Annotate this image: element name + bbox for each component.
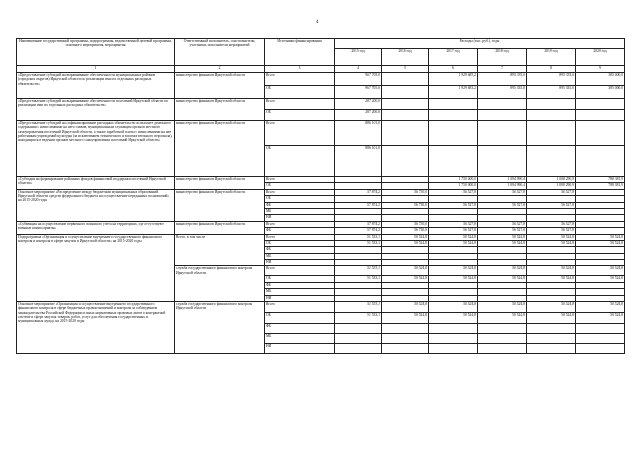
source-cell: ФБ — [265, 228, 335, 234]
source-cell: ОБ — [265, 86, 335, 99]
source-cell: Всего — [265, 234, 335, 240]
value-cell: 56 730,0 — [382, 189, 429, 195]
value-cell: 967 705,0 — [335, 86, 382, 99]
value-cell: 51 533,1 — [335, 240, 382, 246]
header-year: 2015 год — [335, 49, 382, 66]
value-cell: 50 524,8 — [576, 234, 625, 240]
value-cell — [576, 121, 625, 146]
value-cell — [576, 99, 625, 110]
row-name: Подпрограмма «Организация и осуществление внутреннего государственного финансового контроля и контроля в сфере закупок в Иркутской области» на 2015-2020 годы — [17, 234, 175, 302]
value-cell: 56 527,8 — [527, 189, 576, 195]
row-name: «Субвенция на осуществление первичного воинского учета на территориях, где отсутствуют военные комиссариаты» — [17, 221, 175, 234]
value-cell: 56 527,8 — [429, 228, 478, 234]
source-cell: МБ — [265, 208, 335, 214]
value-cell: 50 524,8 — [429, 266, 478, 276]
value-cell: 50 524,8 — [527, 276, 576, 282]
value-cell: 1 008 290,9 — [527, 177, 576, 183]
value-cell: 51 533,1 — [335, 266, 382, 276]
value-cell: 1 750 000,0 — [429, 177, 478, 183]
value-cell: 50 524,8 — [576, 302, 625, 313]
column-number: 2 — [175, 66, 265, 73]
source-cell: ОБ — [265, 183, 335, 189]
value-cell: 50 524,8 — [478, 302, 527, 313]
value-cell: 51 533,1 — [335, 302, 382, 313]
value-cell — [478, 146, 527, 177]
source-cell: ОБ — [265, 276, 335, 282]
source-cell: ФБ — [265, 247, 335, 253]
table-row — [17, 121, 625, 146]
value-cell: 287 200,0 — [335, 99, 382, 110]
row-name: Основное мероприятие «Распределение между бюджетами муниципальных образований Иркутской области средств федерального бюджета на осуществление переданных полномочий» на 2015-2020 годы — [17, 189, 175, 221]
row-executor: министерство финансов Иркутской области — [175, 73, 265, 99]
value-cell: 50 524,8 — [527, 302, 576, 313]
value-cell — [429, 121, 478, 146]
value-cell: 56 527,8 — [527, 221, 576, 227]
header-year: 2016 год — [382, 49, 429, 66]
value-cell — [527, 99, 576, 110]
value-cell: 56 527,8 — [478, 202, 527, 208]
value-cell: 1 750 000,0 — [429, 183, 478, 189]
value-cell: 895 335,0 — [527, 73, 576, 86]
value-cell: 50 524,8 — [478, 276, 527, 282]
value-cell: 50 524,8 — [576, 313, 625, 324]
value-cell: 895 335,0 — [478, 86, 527, 99]
row-name: «Субсидия на формирование районных фондов финансовой поддержки поселений Иркутской области» — [17, 177, 175, 190]
value-cell: 57 874,2 — [335, 228, 382, 234]
value-cell — [527, 146, 576, 177]
value-cell: 56 527,8 — [429, 221, 478, 227]
value-cell: 50 524,8 — [527, 266, 576, 276]
source-cell: Всего — [265, 302, 335, 313]
value-cell: 57 874,2 — [335, 189, 382, 195]
value-cell — [429, 99, 478, 110]
value-cell: 50 524,8 — [429, 302, 478, 313]
value-cell — [382, 73, 429, 86]
value-cell: 50 524,8 — [382, 266, 429, 276]
value-cell: 57 874,2 — [335, 202, 382, 208]
header-expenses: Расходы (тыс. руб.), годы — [335, 39, 625, 49]
value-cell: 50 524,8 — [478, 313, 527, 324]
value-cell: 50 524,8 — [429, 234, 478, 240]
source-cell: ОБ — [265, 110, 335, 121]
column-number: 4 — [335, 66, 382, 73]
value-cell: 56 527,8 — [527, 228, 576, 234]
source-cell: НИ — [265, 344, 335, 354]
source-cell: МБ — [265, 334, 335, 344]
value-cell: 56 527,8 — [478, 228, 527, 234]
value-cell: 50 524,8 — [382, 302, 429, 313]
header-row-1 — [17, 39, 625, 49]
value-cell: 50 524,8 — [576, 266, 625, 276]
value-cell — [382, 99, 429, 110]
row-executor: Всего, в том числе — [175, 234, 265, 266]
row-executor: министерство финансов Иркутской области — [175, 177, 265, 190]
row-executor: служба государственного финансового контроля Иркутской области — [175, 302, 265, 354]
row-executor: министерство финансов Иркутской области — [175, 221, 265, 234]
value-cell — [478, 121, 527, 146]
value-cell — [576, 110, 625, 121]
value-cell — [429, 146, 478, 177]
header-executor: Ответственный исполнитель, соисполнители, участники, исполнители мероприятий — [175, 39, 265, 66]
column-numbers-row — [17, 66, 625, 73]
value-cell: 56 527,8 — [429, 202, 478, 208]
value-cell: 895 335,0 — [527, 86, 576, 99]
column-number: 9 — [576, 66, 625, 73]
value-cell: 967 705,0 — [335, 73, 382, 86]
value-cell: 50 524,8 — [382, 313, 429, 324]
header-year: 2017 год — [429, 49, 478, 66]
header-year: 2019 год — [527, 49, 576, 66]
row-executor: министерство финансов Иркутской области — [175, 121, 265, 177]
value-cell: 51 533,1 — [335, 234, 382, 240]
value-cell: 50 524,8 — [576, 276, 625, 282]
value-cell: 56 527,8 — [478, 189, 527, 195]
source-cell: НИ — [265, 260, 335, 266]
source-cell: Всего — [265, 73, 335, 86]
source-cell: Всего — [265, 189, 335, 195]
value-cell: 50 524,8 — [576, 240, 625, 246]
value-cell: 51 533,1 — [335, 276, 382, 282]
source-cell: Всего — [265, 121, 335, 146]
value-cell: 1 008 290,9 — [527, 183, 576, 189]
source-cell: ОБ — [265, 240, 335, 246]
column-number: 7 — [478, 66, 527, 73]
row-name: «Предоставление субсидий на выравнивание обеспеченности поселений Иркутской области по реализации ими их отдельных расходных обязательств» — [17, 99, 175, 121]
value-cell: 50 524,8 — [382, 276, 429, 282]
source-cell: ОБ — [265, 146, 335, 177]
table-row — [17, 302, 625, 313]
source-cell: ФБ — [265, 324, 335, 334]
budget-table — [16, 38, 625, 354]
value-cell: 56 527,8 — [527, 202, 576, 208]
row-executor: служба государственного финансового контроля Иркутской области — [175, 266, 265, 302]
value-cell: 50 524,8 — [527, 313, 576, 324]
value-cell: 50 524,8 — [478, 266, 527, 276]
source-cell: ФБ — [265, 202, 335, 208]
value-cell — [527, 110, 576, 121]
table-row — [17, 73, 625, 86]
column-number: 5 — [382, 66, 429, 73]
column-number: 3 — [265, 66, 335, 73]
row-name: Основное мероприятие «Организация и осуществление внутреннего государственного финансового контроля в сфере бюджетных правоотношений и контроля за соблюдением законодательства Российской Федерации и иных нормативных правовых актов о контрактной системе в сфере закупок товаров, работ, услуг для обеспечения государственных и муниципальных нужд» на 2015-2020 годы — [17, 302, 175, 354]
value-cell: 50 524,8 — [527, 234, 576, 240]
column-number: 8 — [527, 66, 576, 73]
row-executor: министерство финансов Иркутской области — [175, 99, 265, 121]
value-cell: 1 929 683,2 — [429, 86, 478, 99]
column-number: 1 — [17, 66, 175, 73]
header-source: Источники финансирования — [265, 39, 335, 66]
value-cell — [429, 110, 478, 121]
value-cell — [478, 99, 527, 110]
source-cell: НИ — [265, 215, 335, 221]
value-cell — [382, 146, 429, 177]
value-cell: 50 524,8 — [382, 234, 429, 240]
value-cell: 50 524,8 — [429, 276, 478, 282]
value-cell: 50 524,8 — [527, 240, 576, 246]
row-name: «Предоставление субсидий на софинансирование расходных обязательств по выплате денежного содержания с начислениями на него главам, муниципальным служащим органов местного самоуправления поселений Иркутской области, а также заработной платы с начислениями на нее работникам учреждений культуры (за исключением технического и вспомогательного персонала), находящихся в ведении органов местного самоуправления поселений Иркутской области» — [17, 121, 175, 177]
value-cell: 57 874,2 — [335, 221, 382, 227]
value-cell: 51 533,1 — [335, 313, 382, 324]
header-year: 2018 год — [478, 49, 527, 66]
page-number: 4 — [316, 20, 319, 25]
value-cell: 1 094 990,4 — [478, 183, 527, 189]
value-cell: 788 381,9 — [576, 177, 625, 183]
source-cell: МБ — [265, 253, 335, 259]
value-cell: 56 527,8 — [429, 189, 478, 195]
source-cell: ОБ — [265, 313, 335, 324]
value-cell — [382, 110, 429, 121]
column-number: 6 — [429, 66, 478, 73]
value-cell: 385 000,0 — [576, 86, 625, 99]
value-cell: 50 524,8 — [429, 313, 478, 324]
value-cell: 56 730,0 — [382, 202, 429, 208]
value-cell: 50 524,8 — [478, 240, 527, 246]
value-cell — [478, 110, 527, 121]
value-cell — [527, 121, 576, 146]
source-cell: Всего — [265, 221, 335, 227]
value-cell: 895 335,0 — [478, 73, 527, 86]
header-year: 2020 год — [576, 49, 625, 66]
source-cell: Всего — [265, 99, 335, 110]
value-cell: 886 101,0 — [335, 121, 382, 146]
value-cell: 56 730,0 — [382, 228, 429, 234]
table-row — [17, 99, 625, 110]
value-cell: 50 524,8 — [478, 234, 527, 240]
value-cell — [382, 86, 429, 99]
value-cell — [576, 146, 625, 177]
value-cell: 56 527,8 — [478, 221, 527, 227]
value-cell: 56 730,0 — [382, 221, 429, 227]
header-name: Наименование государственной программы, подпрограммы, ведомственной целевой программы, основного мероприятия, мероприятия — [17, 39, 175, 66]
source-cell: Всего — [265, 266, 335, 276]
source-cell: Всего — [265, 177, 335, 183]
source-cell: ОБ — [265, 196, 335, 202]
value-cell: 385 000,0 — [576, 73, 625, 86]
value-cell: 1 094 990,4 — [478, 177, 527, 183]
value-cell: 1 929 683,2 — [429, 73, 478, 86]
value-cell: 788 381,9 — [576, 183, 625, 189]
source-cell: НИ — [265, 295, 335, 301]
row-name: «Предоставление субсидий на выравнивание обеспеченности муниципальных районов (городских округов) Иркутской области по реализации ими их отдельных расходных обязательств» — [17, 73, 175, 99]
value-cell: 287 200,0 — [335, 110, 382, 121]
value-cell: 50 524,8 — [382, 240, 429, 246]
row-executor: министерство финансов Иркутской области — [175, 189, 265, 221]
value-cell: 50 524,8 — [429, 240, 478, 246]
value-cell: 886 101,0 — [335, 146, 382, 177]
value-cell — [382, 121, 429, 146]
source-cell: ФБ — [265, 282, 335, 288]
source-cell: МБ — [265, 289, 335, 295]
